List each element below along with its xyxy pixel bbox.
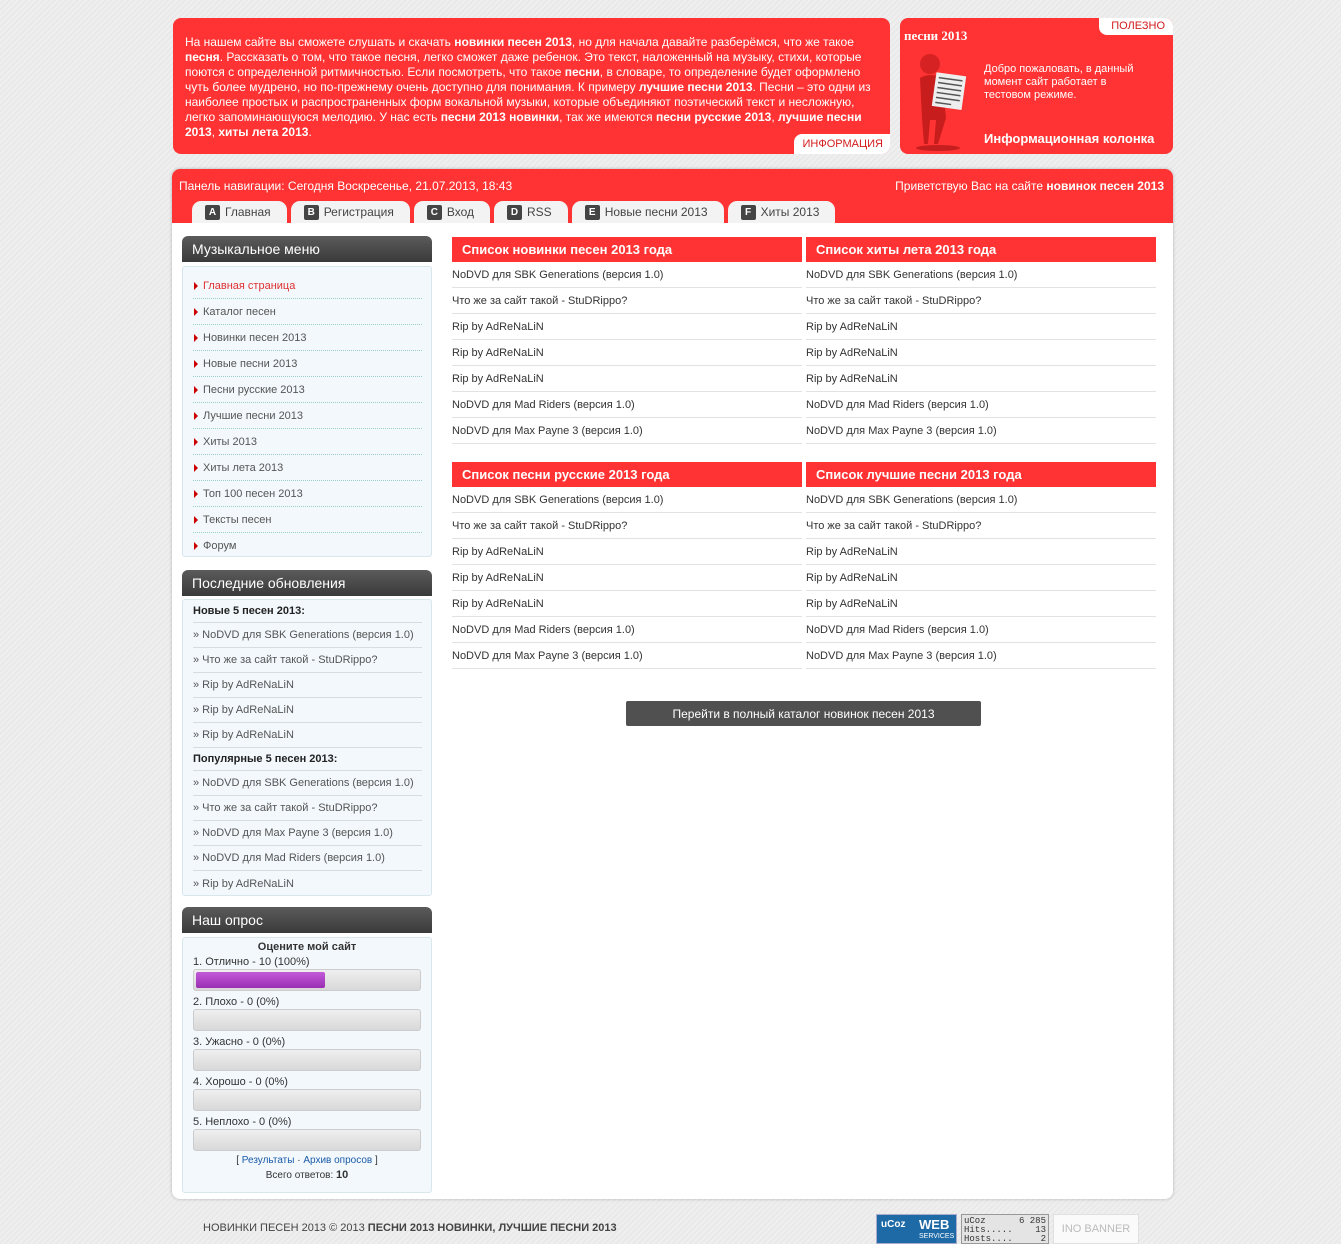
- list-item[interactable]: Rip by AdReNaLiN: [806, 366, 1156, 392]
- bracket: ]: [372, 1155, 378, 1166]
- list-item[interactable]: Rip by AdReNaLiN: [452, 314, 802, 340]
- list-item[interactable]: NoDVD для Max Payne 3 (версия 1.0): [806, 418, 1156, 444]
- sidebar-item-home[interactable]: Главная страница: [193, 273, 422, 299]
- music-menu: [182, 266, 432, 557]
- update-link[interactable]: » Rip by AdReNaLiN: [193, 723, 422, 748]
- sidebar-item-best-songs[interactable]: Лучшие песни 2013: [193, 403, 422, 429]
- aside-caption: Информационная колонка: [984, 131, 1155, 146]
- list-item[interactable]: NoDVD для Mad Riders (версия 1.0): [806, 392, 1156, 418]
- ucoz-web-text: WEB: [919, 1217, 950, 1232]
- info-text: ,: [771, 110, 779, 124]
- poll-total: [193, 1169, 421, 1181]
- info-bold: песни 2013 новинки: [440, 110, 560, 124]
- menu-title: Музыкальное меню: [182, 236, 432, 262]
- sidebar-item-hits[interactable]: Хиты 2013: [193, 429, 422, 455]
- list-item[interactable]: Rip by AdReNaLiN: [452, 366, 802, 392]
- sidebar-item-new-songs[interactable]: Новые песни 2013: [193, 351, 422, 377]
- aside-box: [900, 18, 1173, 154]
- popular-link[interactable]: » NoDVD для Mad Riders (версия 1.0): [193, 846, 422, 871]
- list-item[interactable]: NoDVD для Mad Riders (версия 1.0): [806, 617, 1156, 643]
- info-bold: песни: [564, 65, 600, 79]
- list-item[interactable]: NoDVD для Mad Riders (версия 1.0): [452, 617, 802, 643]
- poll-bar: [193, 969, 421, 991]
- tab-label: Регистрация: [323, 205, 394, 219]
- list-block: [806, 462, 1156, 669]
- list-item[interactable]: Что же за сайт такой - StuDRippo?: [452, 288, 802, 314]
- info-bold: хиты лета 2013: [218, 125, 309, 139]
- info-text: .: [308, 125, 312, 139]
- update-link[interactable]: » Rip by AdReNaLiN: [193, 673, 422, 698]
- counter-hosts-label: Hosts....: [964, 1234, 1013, 1244]
- nav-greeting: [895, 179, 1164, 193]
- block-title: Список хиты лета 2013 года: [806, 237, 1156, 262]
- sidebar-item-forum[interactable]: Форум: [193, 533, 422, 559]
- update-link[interactable]: » Что же за сайт такой - StuDRippo?: [193, 648, 422, 673]
- counter-total: 6 285: [1018, 1216, 1046, 1226]
- list-item[interactable]: NoDVD для SBK Generations (версия 1.0): [452, 487, 802, 513]
- footer-bold: ПЕСНИ 2013 НОВИНКИ, ЛУЧШИЕ ПЕСНИ 2013: [367, 1222, 617, 1234]
- list-item[interactable]: Rip by AdReNaLiN: [452, 340, 802, 366]
- list-item[interactable]: Rip by AdReNaLiN: [806, 591, 1156, 617]
- poll-bar: [193, 1089, 421, 1111]
- aside-text: Добро пожаловать, в данный момент сайт работает в тестовом режиме.: [984, 63, 1134, 101]
- poll-archive-link[interactable]: Архив опросов: [303, 1155, 373, 1166]
- list-item[interactable]: NoDVD для Max Payne 3 (версия 1.0): [452, 418, 802, 444]
- info-bold: песня: [185, 50, 220, 64]
- list-item[interactable]: Что же за сайт такой - StuDRippo?: [452, 513, 802, 539]
- list-item[interactable]: Rip by AdReNaLiN: [806, 565, 1156, 591]
- popular-link[interactable]: » NoDVD для SBK Generations (версия 1.0): [193, 771, 422, 796]
- list-item[interactable]: Rip by AdReNaLiN: [806, 340, 1156, 366]
- tab-key-icon: C: [427, 205, 442, 220]
- poll-title: Наш опрос: [182, 907, 432, 933]
- poll-total-label: Всего ответов:: [265, 1170, 336, 1181]
- tab-new-songs[interactable]: [572, 201, 724, 223]
- aside-tag: ПОЛЕЗНО: [1099, 18, 1173, 35]
- info-text: , так же имеются: [559, 110, 656, 124]
- popular-songs-heading: Популярные 5 песен 2013:: [193, 748, 422, 771]
- poll-bar: [193, 1049, 421, 1071]
- list-item[interactable]: NoDVD для SBK Generations (версия 1.0): [806, 487, 1156, 513]
- list-item[interactable]: Rip by AdReNaLiN: [806, 539, 1156, 565]
- separator: ·: [294, 1155, 304, 1166]
- info-text: . Рассказать о том, что такое песня, легко сможет даже ребенок. Это текст, наложенный на музыку, стихи, которые поются с определенной ритмичностью. Если посмотреть, что такое: [185, 50, 862, 79]
- tab-key-icon: A: [205, 205, 220, 220]
- list-item[interactable]: Rip by AdReNaLiN: [452, 565, 802, 591]
- tab-home[interactable]: [192, 201, 287, 223]
- poll-answer: 1. Отлично - 10 (100%): [193, 956, 310, 968]
- poll-answer: 4. Хорошо - 0 (0%): [193, 1076, 288, 1088]
- poll-answer: 5. Неплохо - 0 (0%): [193, 1116, 292, 1128]
- list-item[interactable]: NoDVD для Max Payne 3 (версия 1.0): [806, 643, 1156, 669]
- list-item[interactable]: Что же за сайт такой - StuDRippo?: [806, 288, 1156, 314]
- newspaper-man-icon: [908, 48, 970, 152]
- poll-answer: 3. Ужасно - 0 (0%): [193, 1036, 286, 1048]
- popular-link[interactable]: » Rip by AdReNaLiN: [193, 877, 294, 890]
- nav-tabs: [192, 201, 835, 223]
- tab-label: RSS: [527, 205, 552, 219]
- sidebar-item-catalog[interactable]: Каталог песен: [193, 299, 422, 325]
- tab-label: Главная: [225, 205, 271, 219]
- block-title: Список песни русские 2013 года: [452, 462, 802, 487]
- counter-brand: uCoz: [964, 1216, 986, 1226]
- tab-key-icon: F: [741, 205, 756, 220]
- poll-answer: 2. Плохо - 0 (0%): [193, 996, 280, 1008]
- info-text: , но для начала давайте разберёмся, что же такое: [571, 35, 854, 49]
- counter-hits-label: Hits.....: [964, 1225, 1013, 1235]
- update-link[interactable]: » NoDVD для SBK Generations (версия 1.0): [193, 623, 422, 648]
- tab-rss[interactable]: [494, 201, 568, 223]
- poll-links: [193, 1155, 421, 1166]
- info-bold: лучшие песни 2013: [638, 80, 753, 94]
- bracket: [: [236, 1155, 242, 1166]
- list-block: [452, 462, 802, 669]
- info-bold: новинки песен 2013: [454, 35, 572, 49]
- list-item[interactable]: Rip by AdReNaLiN: [452, 539, 802, 565]
- list-item[interactable]: NoDVD для Max Payne 3 (версия 1.0): [452, 643, 802, 669]
- tab-hits[interactable]: [728, 201, 836, 223]
- counter-hosts: 2: [1040, 1234, 1046, 1244]
- list-item[interactable]: NoDVD для Mad Riders (версия 1.0): [452, 392, 802, 418]
- full-catalog-button[interactable]: Перейти в полный каталог новинок песен 2013: [626, 701, 981, 726]
- new-songs-heading: Новые 5 песен 2013:: [193, 600, 422, 623]
- list-item[interactable]: Rip by AdReNaLiN: [806, 314, 1156, 340]
- list-block: [452, 237, 802, 444]
- popular-link[interactable]: » Что же за сайт такой - StuDRippo?: [193, 796, 422, 821]
- tab-label: Хиты 2013: [760, 205, 820, 219]
- info-tag: ИНФОРМАЦИЯ: [794, 134, 890, 154]
- poll-bar: [193, 1009, 421, 1031]
- poll-question: Оцените мой сайт: [257, 941, 357, 953]
- poll-results-link[interactable]: Результаты: [241, 1155, 295, 1166]
- nav-greeting-bold: новинок песен 2013: [1046, 179, 1164, 193]
- update-link[interactable]: » Rip by AdReNaLiN: [193, 698, 422, 723]
- nav-greeting-text: Приветствую Вас на сайте: [895, 179, 1047, 193]
- main-container: [172, 169, 1173, 1199]
- popular-link[interactable]: » NoDVD для Max Payne 3 (версия 1.0): [193, 821, 422, 846]
- sidebar-item-russian-songs[interactable]: Песни русские 2013: [193, 377, 422, 403]
- block-title: Список новинки песен 2013 года: [452, 237, 802, 262]
- ucoz-counter-badge[interactable]: [961, 1214, 1049, 1244]
- tab-login[interactable]: [414, 201, 490, 223]
- sidebar-item-lyrics[interactable]: Тексты песен: [193, 507, 422, 533]
- poll-bar: [193, 1129, 421, 1151]
- counter-hits: 13: [1035, 1225, 1046, 1235]
- aside-title: песни 2013: [904, 28, 968, 43]
- sidebar-item-summer-hits[interactable]: Хиты лета 2013: [193, 455, 422, 481]
- list-item[interactable]: Что же за сайт такой - StuDRippo?: [806, 513, 1156, 539]
- tab-key-icon: D: [507, 205, 522, 220]
- poll-total-value: 10: [336, 1169, 349, 1181]
- info-text: . Песни – это одни из наиболее простых и распространенных форм вокальной музыки, которые объединяют поэтический текст и несложную, легко запоминающуюся мелодию. У нас есть: [185, 80, 871, 124]
- list-item[interactable]: NoDVD для SBK Generations (версия 1.0): [452, 262, 802, 288]
- tab-key-icon: B: [304, 205, 319, 220]
- updates-panel: [182, 599, 432, 896]
- sidebar-item-top-100[interactable]: Топ 100 песен 2013: [193, 481, 422, 507]
- tab-label: Новые песни 2013: [604, 205, 708, 219]
- nav-date: Панель навигации: Сегодня Воскресенье, 21.07.2013, 18:43: [179, 179, 513, 193]
- info-text: , в словаре, то определение будет оформлено чуть более мудрено, но по-прежнему очень доступно для понимания. К примеру: [185, 65, 861, 94]
- list-item[interactable]: NoDVD для SBK Generations (версия 1.0): [806, 262, 1156, 288]
- poll-bar-fill: [196, 972, 325, 988]
- poll-panel: [182, 937, 432, 1193]
- list-item[interactable]: Rip by AdReNaLiN: [452, 591, 802, 617]
- sidebar-item-new-releases[interactable]: Новинки песен 2013: [193, 325, 422, 351]
- ucoz-logo-icon: uCoz: [881, 1219, 906, 1230]
- nav-panel: [172, 169, 1173, 223]
- tab-label: Вход: [446, 205, 474, 219]
- info-bold: лучшие песни 2013: [185, 110, 862, 139]
- info-text: ,: [211, 125, 219, 139]
- ucoz-services-text: SERVICES: [919, 1233, 955, 1240]
- footer-plain: НОВИНКИ ПЕСЕН 2013 © 2013: [203, 1222, 368, 1234]
- updates-title: Последние обновления: [182, 570, 432, 596]
- list-block: [806, 237, 1156, 444]
- ino-banner[interactable]: INO BANNER: [1053, 1214, 1139, 1244]
- info-box: [173, 18, 890, 154]
- tab-key-icon: E: [585, 205, 600, 220]
- info-bold: песни русские 2013: [655, 110, 772, 124]
- tab-register[interactable]: [291, 201, 410, 223]
- footer-copyright: [203, 1222, 617, 1234]
- block-title: Список лучшие песни 2013 года: [806, 462, 1156, 487]
- info-text: На нашем сайте вы сможете слушать и скачать: [185, 35, 455, 49]
- ucoz-web-services-badge[interactable]: [876, 1214, 957, 1244]
